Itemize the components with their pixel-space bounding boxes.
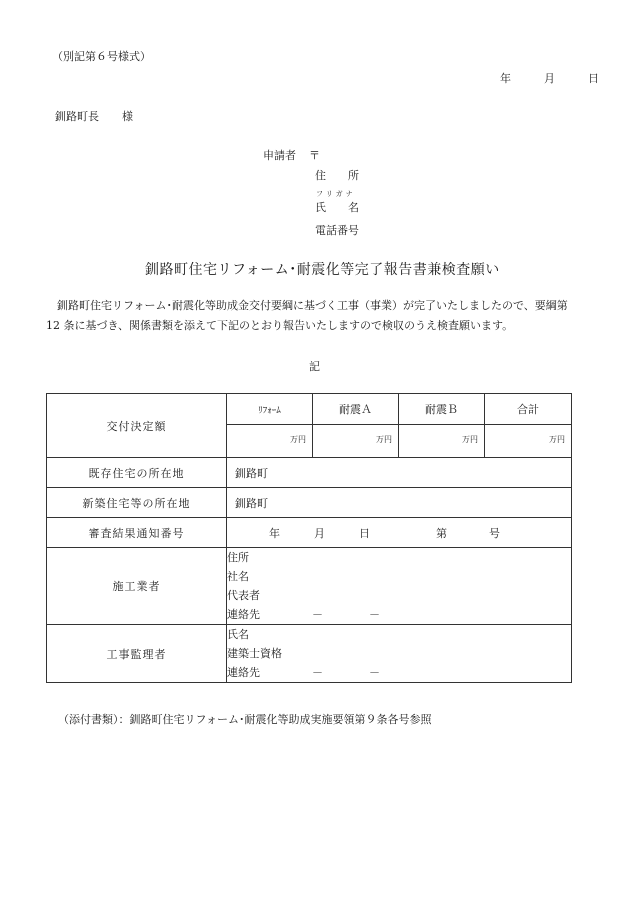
supervisor-details — [227, 625, 572, 683]
unit-taishin-b: 万円 — [399, 425, 485, 458]
notice-go: 号 — [489, 526, 500, 540]
date-day: 日 — [588, 72, 599, 85]
addressee — [55, 108, 133, 124]
form-number: （別記第６号様式） — [52, 50, 151, 63]
col-total: 合計 — [485, 394, 572, 425]
col-reform: ﾘﾌｫｰﾑ — [227, 394, 313, 425]
table-row — [47, 394, 572, 425]
attachment-note: （添付書類）：釧路町住宅リフォーム･耐震化等助成実施要領第９条各号参照 — [58, 713, 432, 726]
contractor-company-label: 社名 — [227, 570, 249, 583]
applicant-furigana: フリガナ — [316, 190, 356, 198]
unit-taishin-a: 万円 — [313, 425, 399, 458]
grant-label: 交付決定額 — [47, 394, 227, 458]
body-paragraph: 釧路町住宅リフォーム･耐震化等助成金交付要綱に基づく工事（事業）が完了いたしましたので、要綱第12 条に基づき、関係書類を添えて下記のとおり報告いたしますので検収のうえ検査願います。 — [46, 299, 568, 332]
notice-year: 年 — [269, 526, 280, 540]
date-line — [500, 70, 599, 86]
supervisor-label: 工事監理者 — [47, 625, 227, 683]
applicant-label: 申請者 — [263, 149, 296, 162]
document-title: 釧路町住宅リフォーム･耐震化等完了報告書兼検査願い — [145, 262, 500, 278]
new-value: 釧路町 — [227, 488, 572, 518]
col-taishin-a: 耐震Ａ — [313, 394, 399, 425]
table-row — [47, 548, 572, 625]
ki-mark: 記 — [309, 360, 320, 373]
supervisor-name-label: 氏名 — [227, 628, 249, 641]
notice-value — [227, 518, 572, 548]
table-row — [47, 458, 572, 488]
supervisor-dash-2: － — [369, 666, 380, 679]
table-row — [47, 518, 572, 548]
applicant-address-label: 住 所 — [315, 169, 359, 182]
existing-value: 釧路町 — [227, 458, 572, 488]
table-row — [47, 488, 572, 518]
date-year: 年 — [500, 72, 511, 85]
notice-dai: 第 — [436, 526, 447, 540]
contractor-representative-label: 代表者 — [227, 589, 260, 602]
supervisor-contact-label: 連絡先 — [227, 666, 260, 679]
existing-label: 既存住宅の所在地 — [47, 458, 227, 488]
notice-day: 日 — [359, 526, 370, 540]
contractor-label: 施工業者 — [47, 548, 227, 625]
applicant-label-row — [263, 147, 320, 163]
supervisor-contact-row — [227, 663, 571, 682]
notice-month: 月 — [314, 526, 325, 540]
addressee-honorific: 様 — [122, 110, 133, 123]
postal-mark: 〒 — [309, 149, 320, 162]
col-taishin-b: 耐震Ｂ — [399, 394, 485, 425]
contractor-details — [227, 548, 572, 625]
contractor-dash-2: － — [369, 608, 380, 621]
new-label: 新築住宅等の所在地 — [47, 488, 227, 518]
notice-label: 審査結果通知番号 — [47, 518, 227, 548]
contractor-address-label: 住所 — [227, 551, 249, 564]
supervisor-qualification-label: 建築士資格 — [227, 647, 282, 660]
report-table — [46, 393, 572, 683]
unit-total: 万円 — [485, 425, 572, 458]
addressee-name: 釧路町長 — [55, 110, 99, 123]
contractor-contact-row — [227, 605, 571, 624]
date-month: 月 — [544, 72, 555, 85]
contractor-contact-label: 連絡先 — [227, 608, 260, 621]
applicant-phone-label: 電話番号 — [315, 224, 359, 237]
supervisor-dash-1: － — [312, 666, 323, 679]
contractor-dash-1: － — [312, 608, 323, 621]
table-row — [47, 625, 572, 683]
unit-reform: 万円 — [227, 425, 313, 458]
applicant-name-label: 氏 名 — [315, 201, 359, 214]
